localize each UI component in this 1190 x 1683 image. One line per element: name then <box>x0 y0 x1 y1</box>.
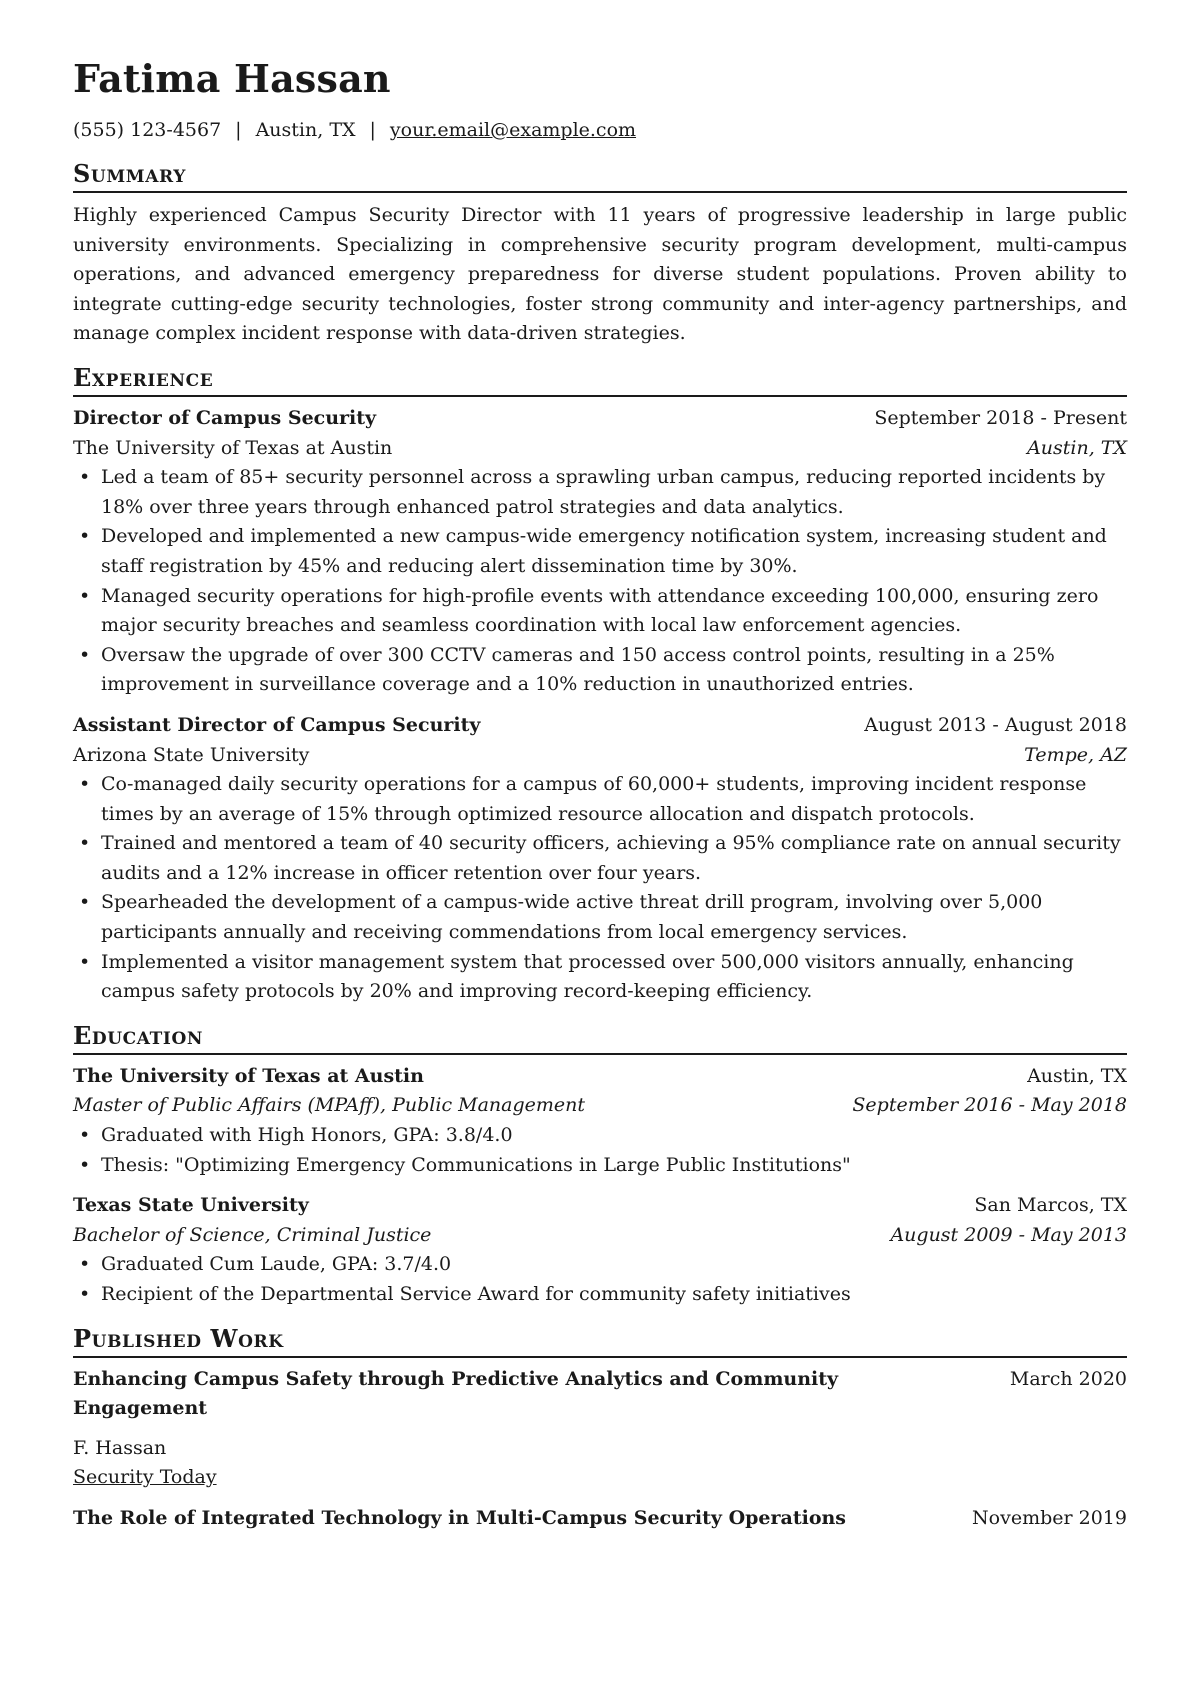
publication-author: F. Hassan <box>73 1436 167 1459</box>
job-bullets <box>73 463 1127 700</box>
education-dates: September 2016 - May 2018 <box>852 1094 1127 1117</box>
list-item: • Trained and mentored a team of 40 security officers, achieving a 95% compliance rate on annual security audits and a 12% increase in officer retention over four years. <box>73 829 1127 888</box>
education-dates: August 2009 - May 2013 <box>890 1223 1127 1246</box>
publication-venue-link[interactable]: Security Today <box>73 1466 217 1489</box>
list-item: • Led a team of 85+ security personnel across a sprawling urban campus, reducing reported incidents by 18% over three years through enhanced patrol strategies and data analytics. <box>73 463 1127 522</box>
school-name: Texas State University <box>73 1194 309 1217</box>
location: Austin, TX <box>255 119 356 141</box>
education-bullets <box>73 1250 1127 1309</box>
list-item: • Developed and implemented a new campus-wide emergency notification system, increasing student and staff registration by 45% and reducing alert dissemination time by 30%. <box>73 522 1127 581</box>
publication-date: November 2019 <box>972 1506 1127 1529</box>
publication-date: March 2020 <box>1009 1367 1127 1390</box>
separator: | <box>369 119 376 141</box>
summary-heading: Summary <box>73 160 1127 193</box>
summary-text: Highly experienced Campus Security Director with 11 years of progressive leadership in large public university environments. Specializing in comprehensive security program development, multi-campus operations, and advanced emergency preparedness for diverse student populations. Proven ability to integrate cutting-edge security technologies, foster strong community and inter-agency partnerships, and manage complex incident response with data-driven strategies. <box>73 204 1127 345</box>
list-item: • Spearheaded the development of a campus-wide active threat drill program, involving over 5,000 participants annually and receiving commendations from local emergency services. <box>73 888 1127 947</box>
job-entry <box>73 404 1127 700</box>
education-entry <box>73 1062 1127 1180</box>
contact-line <box>73 118 1127 142</box>
list-item: • Managed security operations for high-profile events with attendance exceeding 100,000, ensuring zero major security breaches and seamless coordination with local law enforcement agencies. <box>73 582 1127 641</box>
job-entry <box>73 711 1127 1007</box>
job-title: Director of Campus Security <box>73 406 377 429</box>
publication-title: Enhancing Campus Safety through Predictive Analytics and Community Engagement <box>73 1367 839 1420</box>
degree: Bachelor of Science, Criminal Justice <box>73 1223 432 1246</box>
published-heading: Published Work <box>73 1325 1127 1358</box>
job-organization: The University of Texas at Austin <box>73 436 393 459</box>
list-item: • Implemented a visitor management system that processed over 500,000 visitors annually, enhancing campus safety protocols by 20% and improving record-keeping efficiency. <box>73 948 1127 1007</box>
list-item: • Recipient of the Departmental Service Award for community safety initiatives <box>73 1280 1127 1310</box>
job-title: Assistant Director of Campus Security <box>73 713 481 736</box>
resume-page <box>73 56 1127 1534</box>
job-dates: September 2018 - Present <box>874 406 1127 429</box>
list-item: • Graduated Cum Laude, GPA: 3.7/4.0 <box>73 1250 1127 1280</box>
school-name: The University of Texas at Austin <box>73 1064 424 1087</box>
list-item: • Thesis: "Optimizing Emergency Communications in Large Public Institutions" <box>73 1151 1127 1181</box>
degree: Master of Public Affairs (MPAff), Public Management <box>73 1094 586 1117</box>
education-entry <box>73 1191 1127 1309</box>
phone-number: (555) 123-4567 <box>73 119 222 141</box>
job-location: Austin, TX <box>1027 436 1127 459</box>
education-heading: Education <box>73 1022 1127 1055</box>
job-organization: Arizona State University <box>73 743 310 766</box>
school-location: San Marcos, TX <box>974 1194 1127 1217</box>
separator: | <box>235 119 242 141</box>
job-dates: August 2013 - August 2018 <box>864 713 1127 736</box>
list-item: • Co-managed daily security operations for a campus of 60,000+ students, improving incident response times by an average of 15% through optimized resource allocation and dispatch protocols. <box>73 770 1127 829</box>
publication-entry <box>73 1504 1127 1534</box>
publication-entry <box>73 1365 1127 1493</box>
publication-title: The Role of Integrated Technology in Multi-Campus Security Operations <box>73 1506 846 1529</box>
email-link[interactable]: your.email@example.com <box>389 119 637 141</box>
job-bullets <box>73 770 1127 1007</box>
school-location: Austin, TX <box>1027 1064 1127 1087</box>
job-location: Tempe, AZ <box>1024 743 1127 766</box>
candidate-name: Fatima Hassan <box>73 56 391 101</box>
experience-heading: Experience <box>73 364 1127 397</box>
list-item: • Oversaw the upgrade of over 300 CCTV cameras and 150 access control points, resulting in a 25% improvement in surveillance coverage and a 10% reduction in unauthorized entries. <box>73 641 1127 700</box>
list-item: • Graduated with High Honors, GPA: 3.8/4.0 <box>73 1121 1127 1151</box>
education-bullets <box>73 1121 1127 1180</box>
